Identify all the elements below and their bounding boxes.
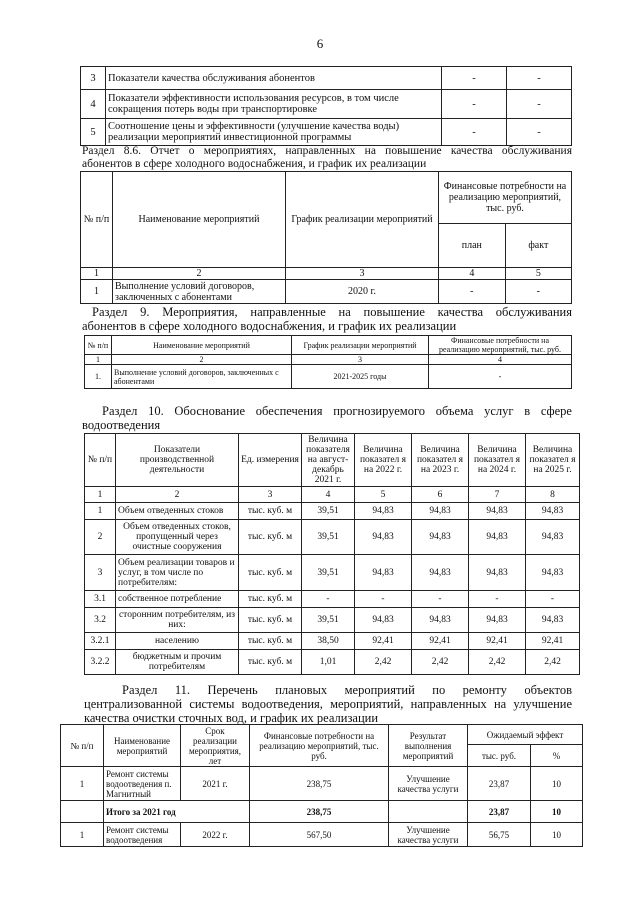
value-cell: - xyxy=(526,591,580,608)
section-8-6-title-line2: абонентов в сфере холодного водоснабжения, и график их реализации xyxy=(82,158,427,170)
value-cell: - xyxy=(507,67,572,90)
value-cell: 94,83 xyxy=(469,520,526,555)
indicator-name: Соотношение цены и эффективности (улучшение качества воды) реализации мероприятий инвестиционной программы xyxy=(106,119,442,146)
header-name: Наименование мероприятий xyxy=(112,336,292,355)
index-cell: 5 xyxy=(505,268,571,280)
index-cell: 1 xyxy=(85,487,116,503)
measure-name: Выполнение условий договоров, заключенных с абонентами xyxy=(113,280,286,304)
term-cell: 2021 г. xyxy=(181,767,250,801)
value-cell: 94,83 xyxy=(526,520,580,555)
value-cell: 94,83 xyxy=(469,608,526,633)
row-number: 3.1 xyxy=(85,591,116,608)
index-row xyxy=(85,355,572,365)
table-row xyxy=(85,650,580,675)
unit-cell: тыс. куб. м xyxy=(239,555,302,591)
value-cell: 94,83 xyxy=(355,503,412,520)
unit-cell: тыс. куб. м xyxy=(239,650,302,675)
value-cell: 94,83 xyxy=(355,608,412,633)
effect-pct-cell: 10 xyxy=(531,767,583,801)
value-cell: 94,83 xyxy=(469,555,526,591)
header-2024: Величина показател я на 2024 г. xyxy=(469,434,526,487)
table-row xyxy=(81,90,572,119)
header-term: Срок реализации мероприятия, лет xyxy=(181,725,250,767)
header-fact: факт xyxy=(505,224,571,268)
table-row xyxy=(81,119,572,146)
value-cell: 94,83 xyxy=(526,555,580,591)
value-cell: 38,50 xyxy=(302,633,355,650)
section-8-6-title-line1: Раздел 8.6. Отчет о мероприятиях, направленных на повышение качества обслуживания xyxy=(82,145,572,157)
indicator-name: Объем отведенных стоков xyxy=(116,503,239,520)
index-cell: 3 xyxy=(286,268,439,280)
row-number: 4 xyxy=(81,90,106,119)
section-11-table xyxy=(60,724,583,847)
index-row xyxy=(85,487,580,503)
header-indicator: Показатели производственной деятельности xyxy=(116,434,239,487)
indicator-name: собственное потребление xyxy=(116,591,239,608)
value-cell: 92,41 xyxy=(526,633,580,650)
header-name: Наименование мероприятий xyxy=(104,725,181,767)
value-cell: 39,51 xyxy=(302,608,355,633)
header-2025: Величина показател я на 2025 г. xyxy=(526,434,580,487)
unit-cell: тыс. куб. м xyxy=(239,608,302,633)
value-cell: 94,83 xyxy=(412,503,469,520)
value-cell: - xyxy=(355,591,412,608)
header-unit: Ед. измерения xyxy=(239,434,302,487)
total-effect-rub: 23,87 xyxy=(468,801,531,823)
value-cell: - xyxy=(302,591,355,608)
header-result: Результат выполнения мероприятий xyxy=(389,725,468,767)
value-cell: 94,83 xyxy=(412,555,469,591)
index-cell: 7 xyxy=(469,487,526,503)
indicators-table xyxy=(80,66,572,146)
value-cell: - xyxy=(507,90,572,119)
result-cell: Улучшение качества услуги xyxy=(389,767,468,801)
section-9-title-line2: абонентов в сфере холодного водоснабжения, и график их реализации xyxy=(82,319,457,333)
fact-cell: - xyxy=(505,280,571,304)
header-num: № п/п xyxy=(85,434,116,487)
table-row xyxy=(85,591,580,608)
header-2022: Величина показател я на 2022 г. xyxy=(355,434,412,487)
unit-cell: тыс. куб. м xyxy=(239,591,302,608)
total-label: Итого за 2021 год xyxy=(104,801,250,823)
header-num: № п/п xyxy=(61,725,104,767)
measure-name: Выполнение условий договоров, заключенных с абонентами xyxy=(112,365,292,389)
row-number: 2 xyxy=(85,520,116,555)
header-schedule: График реализации мероприятий xyxy=(286,172,439,268)
effect-pct-cell: 10 xyxy=(531,823,583,847)
indicator-name: бюджетным и прочим потребителям xyxy=(116,650,239,675)
measure-name: Ремонт системы водоотведения п. Магнитный xyxy=(104,767,181,801)
finance-cell: 238,75 xyxy=(250,767,389,801)
unit-cell: тыс. куб. м xyxy=(239,633,302,650)
row-number: 3.2 xyxy=(85,608,116,633)
indicator-name: сторонним потребителям, из них: xyxy=(116,608,239,633)
table-row xyxy=(61,823,583,847)
header-pct: % xyxy=(531,745,583,767)
indicator-name: населению xyxy=(116,633,239,650)
index-cell: 5 xyxy=(355,487,412,503)
header-plan: план xyxy=(439,224,506,268)
row-number: 3 xyxy=(85,555,116,591)
table-row xyxy=(81,280,572,304)
row-number: 3.2.1 xyxy=(85,633,116,650)
row-number: 1 xyxy=(85,503,116,520)
total-effect-pct: 10 xyxy=(531,801,583,823)
index-cell: 4 xyxy=(439,268,506,280)
value-cell: 94,83 xyxy=(469,503,526,520)
row-number: 1 xyxy=(61,823,104,847)
index-row xyxy=(81,268,572,280)
section-10-table xyxy=(84,433,580,675)
finance-cell: - xyxy=(429,365,572,389)
table-row xyxy=(85,365,572,389)
section-9-table xyxy=(84,335,572,389)
value-cell: 92,41 xyxy=(469,633,526,650)
index-cell: 8 xyxy=(526,487,580,503)
value-cell: 39,51 xyxy=(302,503,355,520)
table-row xyxy=(85,633,580,650)
table-row xyxy=(85,555,580,591)
section-11-title-line3: качества очистки сточных вод, и график их реализации xyxy=(84,711,379,725)
section-8-6-table xyxy=(80,171,572,304)
section-10-title-line1: Раздел 10. Обоснование обеспечения прогнозируемого объема услуг в сфере xyxy=(102,404,572,418)
table-row xyxy=(85,503,580,520)
measure-name: Ремонт системы водоотведения xyxy=(104,823,181,847)
value-cell: 94,83 xyxy=(355,520,412,555)
unit-cell: тыс. куб. м xyxy=(239,503,302,520)
index-cell: 6 xyxy=(412,487,469,503)
indicator-name: Объем отведенных стоков, пропущенный через очистные сооружения xyxy=(116,520,239,555)
value-cell: - xyxy=(442,119,507,146)
header-name: Наименование мероприятий xyxy=(113,172,286,268)
indicator-name: Показатели качества обслуживания абонентов xyxy=(106,67,442,90)
term-cell: 2022 г. xyxy=(181,823,250,847)
index-cell: 2 xyxy=(116,487,239,503)
value-cell: 94,83 xyxy=(355,555,412,591)
index-cell: 1 xyxy=(85,355,112,365)
section-9-title-line1: Раздел 9. Мероприятия, направленные на повышение качества обслуживания xyxy=(92,305,572,319)
row-number: 5 xyxy=(81,119,106,146)
value-cell: 94,83 xyxy=(412,520,469,555)
row-number: 3.2.2 xyxy=(85,650,116,675)
value-cell: 2,42 xyxy=(469,650,526,675)
indicator-name: Показатели эффективности использования ресурсов, в том числе сокращения потерь воды при транспортировке xyxy=(106,90,442,119)
indicator-name: Объем реализации товаров и услуг, в том числе по потребителям: xyxy=(116,555,239,591)
total-row xyxy=(61,801,583,823)
value-cell: 94,83 xyxy=(526,608,580,633)
schedule-cell: 2020 г. xyxy=(286,280,439,304)
index-cell: 2 xyxy=(113,268,286,280)
value-cell: 2,42 xyxy=(526,650,580,675)
value-cell: - xyxy=(507,119,572,146)
header-num: № п/п xyxy=(85,336,112,355)
effect-rub-cell: 56,75 xyxy=(468,823,531,847)
row-number: 1 xyxy=(61,767,104,801)
page-number: 6 xyxy=(316,36,324,51)
total-finance: 238,75 xyxy=(250,801,389,823)
plan-cell: - xyxy=(439,280,506,304)
section-11-title-line2: централизованной системы водоотведения, мероприятий, направленных на улучшение xyxy=(84,697,572,711)
value-cell: 39,51 xyxy=(302,520,355,555)
table-row xyxy=(61,767,583,801)
index-cell: 2 xyxy=(112,355,292,365)
value-cell: 39,51 xyxy=(302,555,355,591)
result-cell: Улучшение качества услуги xyxy=(389,823,468,847)
header-effect: Ожидаемый эффект xyxy=(468,725,583,745)
header-num: № п/п xyxy=(81,172,113,268)
index-cell: 3 xyxy=(292,355,429,365)
index-cell: 1 xyxy=(81,268,113,280)
value-cell: 1,01 xyxy=(302,650,355,675)
value-cell: - xyxy=(469,591,526,608)
header-2023: Величина показател я на 2023 г. xyxy=(412,434,469,487)
header-schedule: График реализации мероприятий xyxy=(292,336,429,355)
schedule-cell: 2021-2025 годы xyxy=(292,365,429,389)
header-finance: Финансовые потребности на реализацию мероприятий, тыс. руб. xyxy=(429,336,572,355)
value-cell: 2,42 xyxy=(412,650,469,675)
effect-rub-cell: 23,87 xyxy=(468,767,531,801)
header-2021: Величина показателя на август-декабрь 2021 г. xyxy=(302,434,355,487)
section-10-title-line2: водоотведения xyxy=(82,418,161,432)
header-finance: Финансовые потребности на реализацию мероприятий, тыс. руб. xyxy=(250,725,389,767)
value-cell: - xyxy=(442,67,507,90)
value-cell: 2,42 xyxy=(355,650,412,675)
value-cell: 92,41 xyxy=(355,633,412,650)
index-cell: 4 xyxy=(302,487,355,503)
table-row xyxy=(85,520,580,555)
value-cell: 94,83 xyxy=(412,608,469,633)
index-cell: 4 xyxy=(429,355,572,365)
table-row xyxy=(81,67,572,90)
value-cell: 94,83 xyxy=(526,503,580,520)
table-row xyxy=(85,608,580,633)
index-cell: 3 xyxy=(239,487,302,503)
row-number: 3 xyxy=(81,67,106,90)
header-finance: Финансовые потребности на реализацию мероприятий, тыс. руб. xyxy=(439,172,572,224)
header-rub: тыс. руб. xyxy=(468,745,531,767)
row-number: 1 xyxy=(81,280,113,304)
section-11-title-line1: Раздел 11. Перечень плановых мероприятий по ремонту объектов xyxy=(122,683,572,697)
finance-cell: 567,50 xyxy=(250,823,389,847)
value-cell: - xyxy=(412,591,469,608)
value-cell: - xyxy=(442,90,507,119)
unit-cell: тыс. куб. м xyxy=(239,520,302,555)
row-number: 1. xyxy=(85,365,112,389)
value-cell: 92,41 xyxy=(412,633,469,650)
